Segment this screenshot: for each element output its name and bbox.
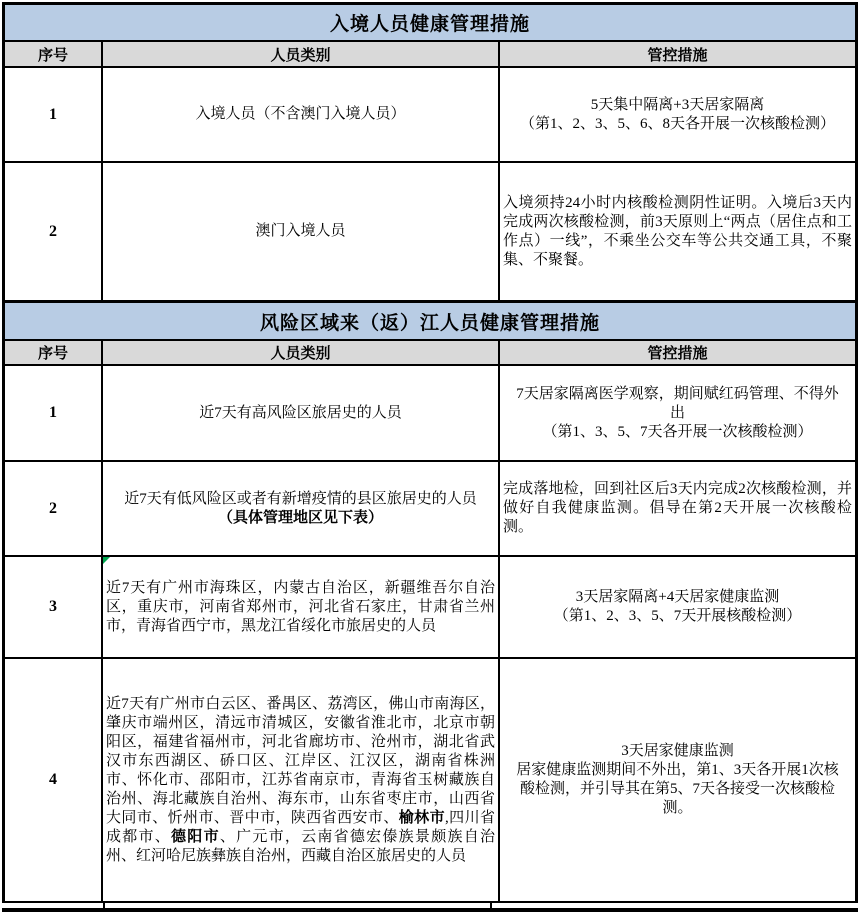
person-category-part-bold: 榆林市 xyxy=(398,809,445,826)
measure-line: 居家健康监测期间不外出，第1、3天各开展1次核酸检测，并引导其在第5、7天各接受一次核酸检测。 xyxy=(516,762,839,816)
person-category: 近7天有广州市海珠区，内蒙古自治区，新疆维吾尔自治区，重庆市，河南省郑州市，河北省石家庄，甘肃省兰州市，青海省西宁市，黑龙江省绥化市旅居史的人员 xyxy=(106,579,495,634)
measure-line: （第1、3、5、7天各开展一次核酸检测） xyxy=(542,423,813,440)
measure-line: 3天居家健康监测 xyxy=(621,743,734,759)
table-row xyxy=(5,555,855,657)
table-row xyxy=(5,364,855,460)
column-header-category: 人员类别 xyxy=(103,341,500,364)
column-header-no: 序号 xyxy=(5,341,103,364)
person-category xyxy=(103,695,498,866)
person-category: 近7天有高风险区旅居史的人员 xyxy=(199,404,402,421)
measure-paragraph: 入境须持24小时内核酸检测阴性证明。入境后3天内完成两次核酸检测，前3天原则上“两点（居住点和工作点）一线”，不乘坐公交车等公共交通工具，不聚集、不聚餐。 xyxy=(503,194,852,268)
person-category-part: 、广元市，云南省德宏傣族景颇族自治州、红河哈尼族彝族自治州，西藏自治区旅居史的人员 xyxy=(106,828,495,864)
person-category-line: 近7天有低风险区或者有新增疫情的县区旅居史的人员 xyxy=(124,490,477,507)
next-table-cropped-edge xyxy=(2,903,858,916)
column-header-measure: 管控措施 xyxy=(500,42,855,66)
column-header-category: 人员类别 xyxy=(103,42,500,66)
section-1-header-row xyxy=(5,40,855,66)
table-row xyxy=(5,66,855,161)
section-2-title: 风险区域来（返）江人员健康管理措施 xyxy=(259,312,600,334)
next-table-top-border xyxy=(2,908,858,912)
person-category-part-bold: 德阳市 xyxy=(171,828,220,845)
column-header-measure: 管控措施 xyxy=(500,341,855,364)
person-category: 入境人员（不含澳门入境人员） xyxy=(195,106,406,122)
row-number: 1 xyxy=(5,68,103,161)
section-1-title-row xyxy=(5,5,855,40)
health-measures-table xyxy=(2,2,858,903)
measure-line: 7天居家隔离医学观察，期间赋红码管理、不得外出 xyxy=(516,385,839,421)
person-category-note: （具体管理地区见下表） xyxy=(217,509,383,526)
person-category-part: 近7天有广州市白云区、番禺区、荔湾区，佛山市南海区，肇庆市端州区，清远市清城区，安徽省淮北市，北京市朝阳区，福建省福州市，河北省廊坊市、沧州市，湖北省武汉市东西湖区、硚口区、江岸区、江汉区，湖南省株洲市、怀化市、邵阳市，江苏省南京市，青海省玉树藏族自治州、海北藏族自治州、海东市，山东省枣庄市，山西省大同市、忻州市、晋中市，陕西省西安市、 xyxy=(106,695,495,826)
section-2-title-row xyxy=(5,300,855,339)
row-number: 1 xyxy=(5,366,103,460)
row-number: 4 xyxy=(5,659,103,901)
cell-comment-flag-icon xyxy=(103,557,110,564)
column-header-no: 序号 xyxy=(5,42,103,66)
measure-line: 5天集中隔离+3天居家隔离 xyxy=(590,96,765,113)
table-row xyxy=(5,161,855,300)
table-row xyxy=(5,460,855,555)
measure-line: 3天居家隔离+4天居家健康监测 xyxy=(575,589,780,605)
person-category-part: ,四川省成都市、 xyxy=(106,809,495,845)
section-1-title: 入境人员健康管理措施 xyxy=(329,14,530,35)
row-number: 2 xyxy=(5,462,103,555)
row-number: 2 xyxy=(5,163,103,300)
measure-paragraph: 完成落地检，回到社区后3天内完成2次核酸检测，并做好自我健康监测。倡导在第2天开展一次核酸检测。 xyxy=(503,481,852,535)
row-number: 3 xyxy=(5,557,103,657)
section-2-header-row xyxy=(5,339,855,364)
table-row xyxy=(5,657,855,901)
measure-line: （第1、2、3、5、7天开展核酸检测） xyxy=(553,608,802,624)
measure-line: （第1、2、3、5、6、8天各开展一次核酸检测） xyxy=(519,115,835,132)
person-category: 澳门入境人员 xyxy=(255,223,346,239)
